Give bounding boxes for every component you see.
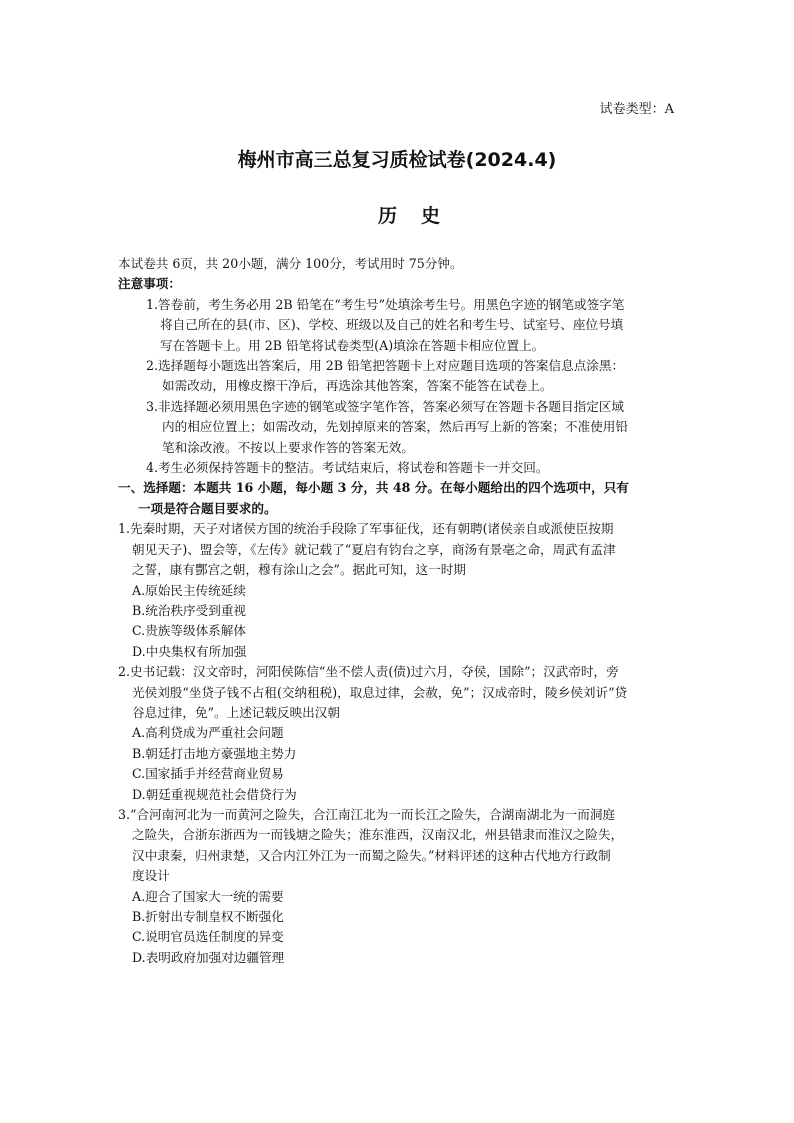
exam-title: 梅州市高三总复习质检试卷(2024.4): [237, 149, 557, 171]
notice-heading: 注意事项：: [118, 276, 181, 292]
option-d: D.中央集权有所加强: [132, 643, 247, 659]
option-d: D.朝廷重视规范社会借贷行为: [132, 786, 297, 802]
question-stem-line: 1.先秦时期，天子对诸侯方国的统治手段除了军事征伐，还有朝聘(诸侯亲自或派使臣按期: [118, 521, 614, 537]
question-2: [118, 662, 686, 805]
subject-heading: 历史: [377, 205, 464, 227]
option-a: A.高利贷成为严重社会问题: [132, 725, 284, 741]
option-a: A.原始民主传统延续: [132, 582, 246, 598]
option-b: B.折射出专制皇权不断强化: [132, 909, 284, 924]
option-d: D.表明政府加强对边疆管理: [132, 949, 285, 965]
notice-line: 内的相应位置上；如需改动，先划掉原来的答案，然后再写上新的答案；不准使用铅: [162, 419, 628, 435]
option-c: C.贵族等级体系解体: [132, 623, 246, 639]
notice-line: 2.选择题每小题选出答案后，用 2B 铅笔把答题卡上对应题目选项的答案信息点涂黑：: [146, 358, 625, 374]
notice-item: [118, 356, 686, 397]
option-b: B.统治秩序受到重视: [132, 602, 247, 618]
option-b: B.朝廷打击地方豪强地主势力: [132, 745, 297, 761]
notice-item: [118, 458, 686, 478]
question-stem-line: 度设计: [132, 868, 170, 884]
option-a: A.迎合了国家大一统的需要: [132, 888, 284, 904]
notice-line: 3.非选择题必须用黑色字迹的钢笔或签字笔作答，答案必须写在答题卡各题目指定区域: [146, 398, 624, 414]
question-stem-line: 3.“合河南河北为一而黄河之险失，合江南江北为一而长江之险失，合湖南湖北为一而洞庭: [118, 806, 616, 822]
notice-item: [118, 295, 686, 356]
question-stem-line: 光侯刘殷“坐贷子钱不占租(交纳租税)，取息过律，会赦，免”；汉成帝时，陵乡侯刘䜣“贷: [132, 684, 628, 700]
option-c: C.说明官员选任制度的异变: [132, 929, 284, 945]
question-stem-line: 2.史书记载：汉文帝时，河阳侯陈信“坐不偿人责(债)过六月，夺侯，国除”；汉武帝时，旁: [118, 664, 619, 680]
notice-line: 写在答题卡上。用 2B 铅笔将试卷类型(A)填涂在答题卡相应位置上。: [160, 337, 545, 353]
section-heading-line: 一、选择题：本题共 16 小题，每小题 3 分，共 48 分。在每小题给出的四个选项中，只有: [118, 480, 629, 496]
notice-line: 将自己所在的县(市、区)、学校、班级以及自己的姓名和考生号、试室号、座位号填: [160, 317, 624, 333]
notice-item: [118, 397, 686, 458]
question-stem-line: 汉中隶秦，归州隶楚，又合内江外江为一而蜀之险失。”材料评述的这种古代地方行政制: [132, 847, 611, 863]
option-c: C.国家插手并经营商业贸易: [132, 766, 284, 782]
intro-text: 本试卷共 6页，共 20小题，满分 100分，考试用时 75分钟。: [118, 256, 463, 271]
paper-type-label: 试卷类型：A: [599, 102, 674, 117]
question-stem-line: 之险失，合浙东浙西为一而钱塘之险失；淮东淮西，汉南汉北，州县错隶而淮汉之险失，: [132, 827, 624, 843]
notice-line: 笔和涂改液。不按以上要求作答的答案无效。: [162, 439, 414, 455]
notice-line: 1.答卷前，考生务必用 2B 铅笔在“考生号”处填涂考生号。用黑色字迹的钢笔或签字笔: [146, 296, 625, 312]
notice-line: 如需改动，用橡皮擦干净后，再选涂其他答案，答案不能答在试卷上。: [162, 378, 553, 394]
notice-line: 4.考生必须保持答题卡的整洁。考试结束后，将试卷和答题卡一并交回。: [146, 460, 549, 476]
question-1: [118, 519, 686, 662]
question-stem-line: 朝见天子)、盟会等，《左传》就记载了“夏启有钧台之享，商汤有景亳之命，周武有孟津: [132, 541, 616, 557]
exam-body: [118, 254, 686, 968]
section-heading-line: 一项是符合题目要求的。: [138, 500, 277, 516]
question-3: [118, 805, 686, 968]
section-heading: [118, 478, 686, 519]
question-stem-line: 之誓，康有酆宫之朝，穆有涂山之会”。据此可知，这一时期: [132, 562, 466, 578]
question-stem-line: 谷息过律，免”。上述记载反映出汉朝: [132, 704, 340, 720]
